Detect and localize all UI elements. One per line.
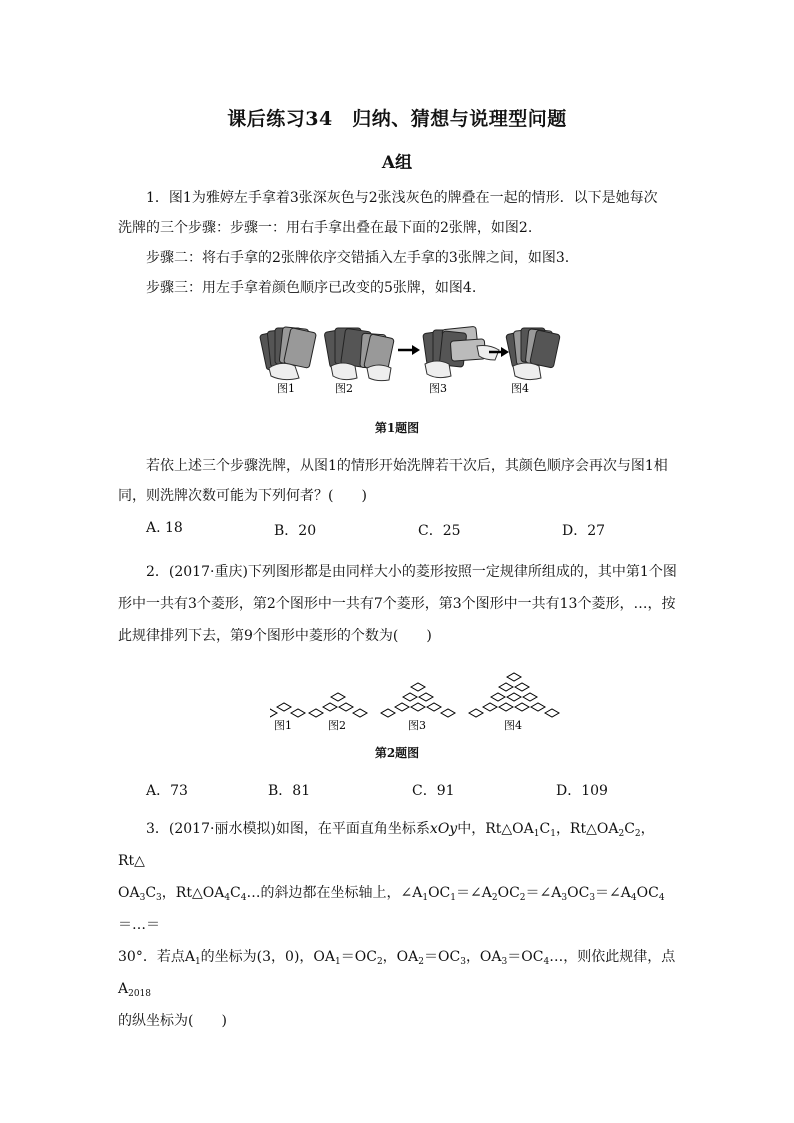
rhombus-shape: [339, 703, 353, 711]
card-fan-2: [324, 328, 394, 381]
q1-caption: 第1题图: [374, 421, 420, 435]
rhombus-shape: [499, 703, 513, 711]
fig-label-4: 图4: [504, 719, 522, 732]
q2-option-c[interactable]: C．91: [412, 783, 455, 799]
rhombus-shape: [507, 693, 521, 701]
q2-figure: [270, 645, 560, 735]
rhombus-shape: [499, 683, 513, 691]
q1-figure: [255, 318, 565, 398]
fig-label-3: 图3: [408, 719, 426, 732]
fig-label-1: 图1: [277, 382, 295, 395]
section-heading: A组: [381, 153, 413, 173]
rhombus-shape: [491, 693, 505, 701]
rhombus-shape: [270, 709, 277, 717]
rhombus-shape: [469, 709, 483, 717]
rhombus-shape: [419, 693, 433, 701]
q2-text: 2．(2017·重庆)下列图形都是由同样大小的菱形按照一定规律所组成的，其中第1个图形中一共有3个菱形，第2个图形中一共有7个菱形，第3个图形中一共有13个菱形，…，按此规律排列下去，第9个图形中菱形的个数为( ): [118, 564, 677, 644]
rhombus-shape: [531, 703, 545, 711]
fig-label-4: 图4: [511, 382, 529, 395]
q2-caption: 第2题图: [374, 746, 420, 760]
rhombus-shape: [411, 703, 425, 711]
q3-line3: 30°．若点$A_1$的坐标为(3，0)，$OA_1=OC_2$，$OA_2=OC_3$，$OA_3=OC_4\dots$，则依此规律，点$A_{2018}$: [118, 949, 676, 999]
q1-line1: 1．图1为雅婷左手拿着3张深灰色与2张浅灰色的牌叠在一起的情形．以下是她每次: [146, 190, 658, 206]
rhombus-shape: [381, 709, 395, 717]
rhombus-shape: [523, 693, 537, 701]
q1-question: 若依上述三个步骤洗牌，从图1的情形开始洗牌若干次后，其颜色顺序会再次与图1相同，则洗牌次数可能为下列何者？( ): [118, 458, 668, 504]
rhombus-shape: [545, 709, 559, 717]
fig-label-1: 图1: [274, 719, 292, 732]
rhombus-shape: [507, 673, 521, 681]
q2-option-b[interactable]: B．81: [268, 783, 311, 799]
card-fan-1: [260, 327, 317, 380]
q1-intro: [118, 183, 678, 303]
q1-line4: 步骤三：用左手拿着颜色顺序已改变的5张牌，如图4.: [146, 280, 477, 296]
arrow-right-icon: [398, 345, 420, 355]
rhombus-shape: [515, 683, 529, 691]
rhombus-shape: [309, 709, 323, 717]
rhombus-shape: [277, 703, 291, 711]
q1-option-c[interactable]: C．25: [418, 523, 461, 539]
rhombus-shape: [483, 703, 497, 711]
q1-option-b[interactable]: B．20: [274, 523, 317, 539]
card-fan-4: [506, 328, 561, 380]
q2-option-d[interactable]: D．109: [556, 783, 608, 799]
q1-option-a[interactable]: A. 18: [146, 520, 183, 536]
fig-label-3: 图3: [429, 382, 447, 395]
rhombus-shape: [515, 703, 529, 711]
page-title: 课后练习34 归纳、猜想与说理型问题: [227, 108, 567, 130]
fig-label-2: 图2: [335, 382, 353, 395]
q3-line1: 3．(2017·丽水模拟)如图，在平面直角坐标系xOy中，$Rt\triangle OA_1C_1$，$Rt\triangle OA_2C_2$，Rt△: [118, 821, 655, 869]
rhombus-shape: [403, 693, 417, 701]
rhombus-shape: [323, 703, 337, 711]
rhombus-shape: [441, 709, 455, 717]
q3-line2: $OA_3C_3$，$Rt\triangle OA_4C_4\dots$的斜边都在坐标轴上，$\angle A_1OC_1=\angle A_2OC_2=\angle A_3OC_3=\angle A_4OC_4=\dots=$: [118, 885, 665, 933]
rhombus-shape: [427, 703, 441, 711]
q2-option-a[interactable]: A．73: [146, 783, 188, 799]
q1-line3: 步骤二：将右手拿的2张牌依序交错插入左手拿的3张牌之间，如图3.: [146, 250, 570, 266]
rhombus-pattern: [270, 673, 559, 717]
rhombus-shape: [395, 703, 409, 711]
q3-text: [118, 813, 678, 1037]
rhombus-shape: [331, 693, 345, 701]
fig-label-2: 图2: [328, 719, 346, 732]
rhombus-shape: [411, 683, 425, 691]
rhombus-shape: [353, 709, 367, 717]
q1-option-d[interactable]: D．27: [562, 523, 606, 539]
rhombus-shape: [291, 709, 305, 717]
q1-line2: 洗牌的三个步骤：步骤一：用右手拿出叠在最下面的2张牌，如图2.: [118, 220, 533, 236]
card-fan-3: [423, 326, 499, 377]
q3-line4: 的纵坐标为( ): [118, 1013, 227, 1029]
